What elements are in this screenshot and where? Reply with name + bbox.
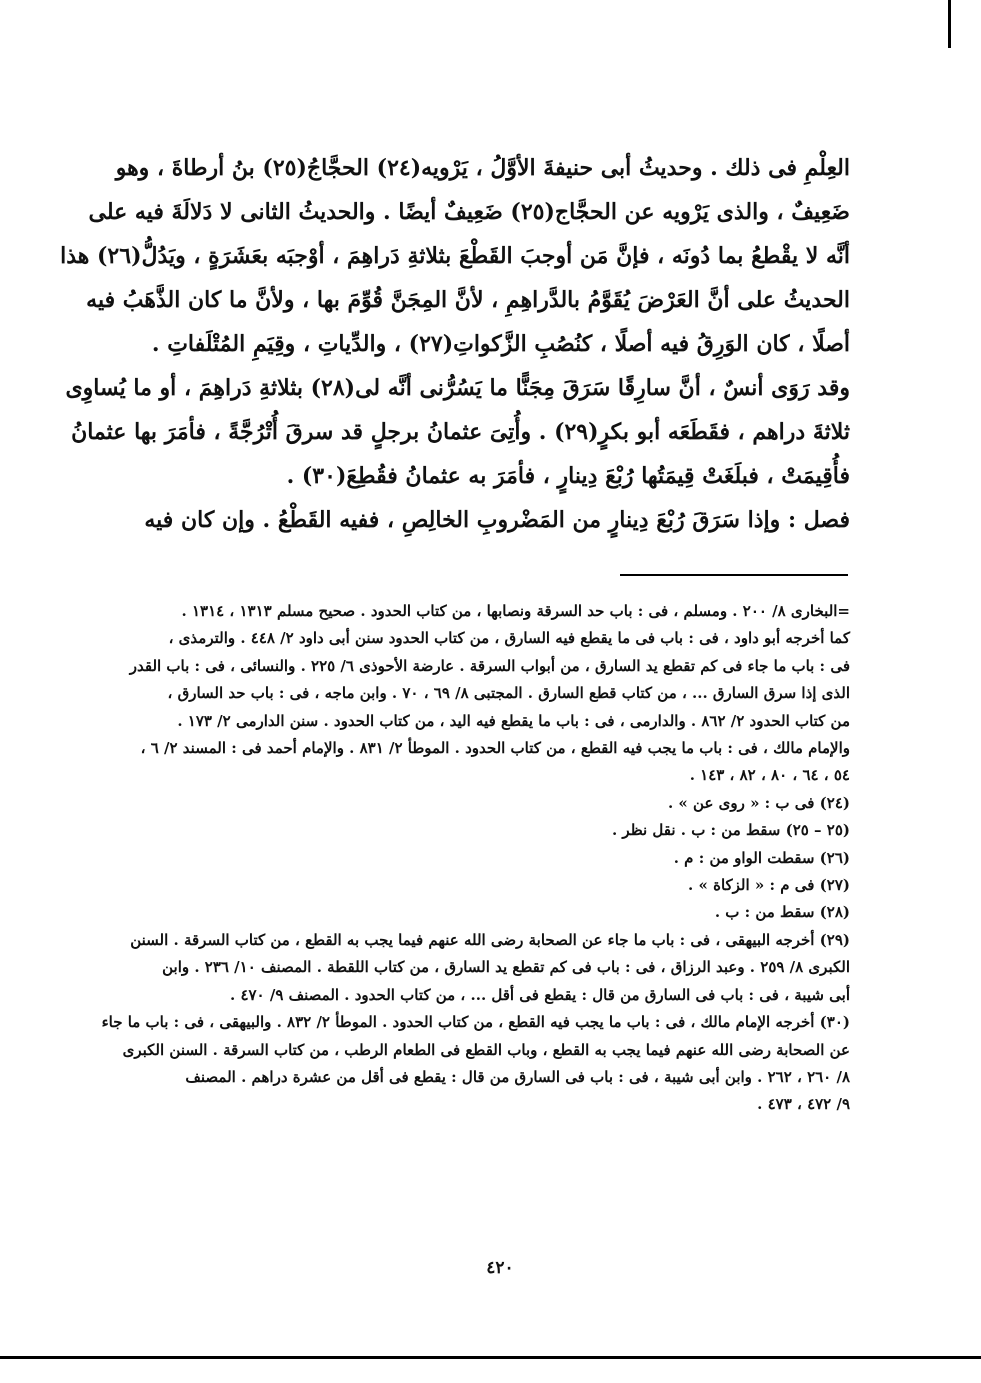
scan-edge-line-right bbox=[948, 0, 951, 48]
fasl-text: : وإذا سَرَقَ رُبْعَ دِينارٍ من المَضْروبِ الخالِصِ ، ففيه القَطْعُ . وإن كان فيه bbox=[144, 507, 804, 533]
footnote-line: =البخارى ٨/ ٢٠٠ . ومسلم ، فى : باب حد السرقة ونصابها ، من كتاب الحدود . صحيح مسلم ١٣١٣ ، ١٣١٤ . bbox=[181, 602, 850, 620]
footnote-line: من كتاب الحدود ٢/ ٨٦٢ . والدارمى ، فى : باب ما يقطع فيه اليد ، من كتاب الحدود . سنن الدارمى ٢/ ١٧٣ . bbox=[177, 711, 850, 730]
footnote-line: (٢٤) فى ب : « روى عن » . bbox=[667, 793, 850, 812]
body-line: فأُقِيمَتْ ، فبلَغَتْ قِيمَتُها رُبْعَ دِينارٍ ، فأمَرَ به عثمانُ فقُطِعَ(٣٠) . bbox=[286, 463, 850, 489]
body-line: أصلًا ، كان الوَرِقُ فيه أصلًا ، كنُصُبِ الزَّكواتِ(٢٧) ، والدِّياتِ ، وقِيَمِ المُتْلَفاتِ . bbox=[151, 331, 850, 357]
footnote-line: أبى شيبة ، فى : باب فى السارق من قال : يقطع فى أقل ... ، من كتاب الحدود . المصنف ٩/ ٤٧٠ . bbox=[229, 985, 850, 1004]
footnote-line: الذى إذا سرق السارق ... ، من كتاب قطع السارق . المجتبى ٨/ ٦٩ ، ٧٠ . وابن ماجه ، فى : باب حد السارق ، bbox=[167, 684, 850, 703]
footnote-line: كما أخرجه أبو داود ، فى : باب فى ما يقطع فيه السارق ، من كتاب الحدود سنن أبى داود ٢/ ٤٤٨ . والترمذى ، bbox=[168, 629, 850, 648]
footnote-line: ٨/ ٢٦٠ ، ٢٦٢ . وابن أبى شيبة ، فى : باب فى السارق من قال : يقطع فى أقل من عشرة دراهم . المصنف bbox=[185, 1067, 850, 1086]
body-line: العِلْمِ فى ذلك . وحديثُ أبى حنيفةَ الأوَّلُ ، يَرْويه(٢٤) الحجَّاجُ(٢٥) بنُ أرطاةَ ، وهو bbox=[115, 155, 850, 181]
footnote-line: (٢٩) أخرجه البيهقى ، فى : باب ما جاء عن الصحابة رضى الله عنهم فيما يجب به القطع ، من كتاب السرقة . السنن bbox=[130, 930, 850, 949]
footnote-line: (٢٨) سقط من : ب . bbox=[714, 903, 850, 922]
footnote-line: فى : باب ما جاء فى كم تقطع يد السارق ، من أبواب السرقة . عارضة الأحوذى ٦/ ٢٢٥ . والنسائى ، فى : باب القدر bbox=[129, 656, 850, 675]
scan-edge-line-bottom bbox=[0, 1356, 981, 1359]
footnote-divider bbox=[620, 574, 848, 576]
footnotes-section bbox=[101, 598, 850, 1119]
footnote-line: ٥٤ ، ٦٤ ، ٨٠ ، ٨٢ ، ١٤٣ . bbox=[689, 766, 850, 785]
footnote-line: (٢٦) سقطت الواو من : م . bbox=[673, 848, 850, 867]
body-line: وقد رَوَى أنسٌ ، أنَّ سارِقًا سَرَقَ مِجَنًّا ما يَسُرُّنى أنَّه لى(٢٨) بثلاثةِ دَراهِمَ ، أو ما يُساوِى bbox=[65, 375, 850, 401]
footnote-line: (٢٧) فى م : « الزكاة » . bbox=[688, 876, 850, 895]
body-line: الحديثُ على أنَّ العَرْضَ يُقَوَّمُ بالدَّراهِمِ ، لأنَّ المِجَنَّ قُوِّمَ بها ، ولأنَّ ما كان الذَّهَبُ فيه bbox=[86, 287, 850, 313]
footnote-line: (٣٠) أخرجه الإمام مالك ، فى : باب ما يجب فيه القطع ، من كتاب الحدود . الموطأ ٢/ ٨٣٢ . والبيهقى ، فى : باب ما جاء bbox=[101, 1013, 850, 1032]
footnote-line: والإمام مالك ، فى : باب ما يجب فيه القطع ، من كتاب الحدود . الموطأ ٢/ ٨٣١ . والإمام أحمد فى : المسند ٢/ ٦ ، bbox=[140, 739, 850, 758]
body-line: أنَّه لا يقْطعُ بما دُونَه ، فإنَّ مَن أوجبَ القَطْعَ بثلاثةِ دَراهِمَ ، أوْجبَه بعَشَرَةٍ ، ويَدُلُّ(٢٦) هذا bbox=[60, 243, 850, 269]
body-line: ضَعِيفٌ ، والذى يَرْويه عن الحجَّاج(٢٥) ضَعِيفٌ أيضًا . والحديثُ الثانى لا دَلالَةَ فيه على bbox=[88, 199, 850, 225]
main-body-text bbox=[60, 146, 850, 542]
page-number: ٤٢٠ bbox=[486, 1258, 514, 1278]
footnote-line: عن الصحابة رضى الله عنهم فيما يجب به القطع ، وباب القطع فى الطعام الرطب ، من كتاب السرقة . السنن الكبرى bbox=[122, 1040, 850, 1059]
footnote-line: (٢٥ – ٢٥) سقط من : ب . نقل نظر . bbox=[611, 821, 850, 840]
fasl-heading: فصل bbox=[803, 507, 850, 533]
footnote-line: الكبرى ٨/ ٢٥٩ . وعبد الرزاق ، فى : باب فى كم تقطع يد السارق ، من كتاب اللقطة . المصنف ١٠/ ٢٣٦ . وابن bbox=[162, 958, 850, 977]
fasl-line bbox=[144, 498, 850, 542]
footnote-line: ٩/ ٤٧٢ ، ٤٧٣ . bbox=[757, 1095, 850, 1114]
body-line: ثلاثةَ دراهم ، فقَطَعَه أبو بكرٍ(٢٩) . وأُتِىَ عثمانُ برجلٍ قد سرقَ أُتْرُجَّةً ، فأمَرَ بها عثمانُ bbox=[71, 419, 850, 445]
